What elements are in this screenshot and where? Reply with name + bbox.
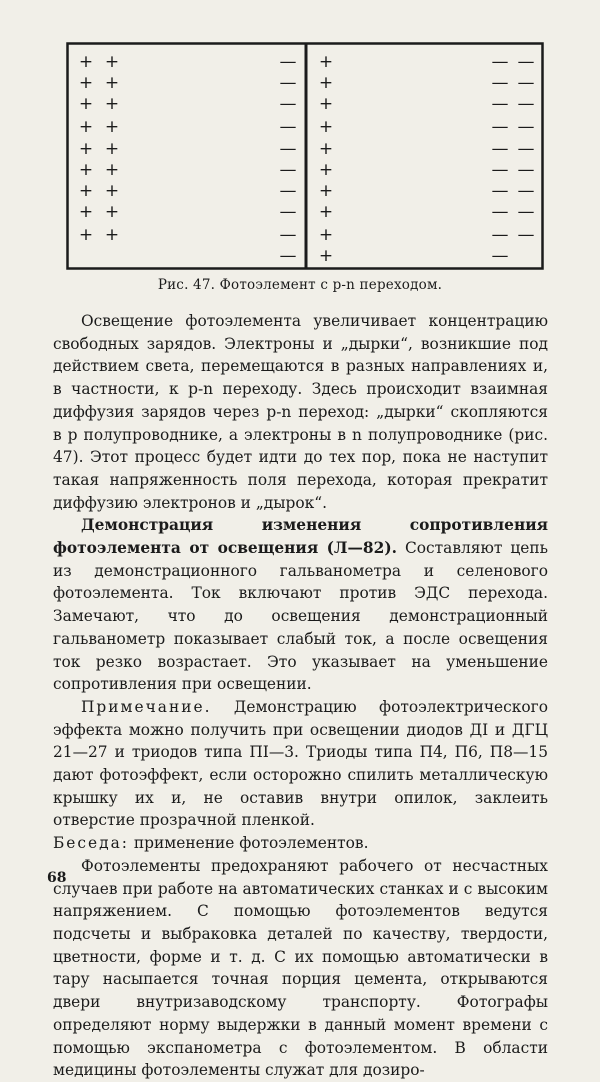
- electron-minus-symbol: —: [279, 52, 297, 72]
- electron-minus-symbol: —: [279, 139, 297, 159]
- figure-caption: Рис. 47. Фотоэлемент с p-n переходом.: [157, 277, 443, 293]
- body-text: [53, 310, 548, 1082]
- electron-minus-symbol: —: [279, 202, 297, 222]
- electron-minus-symbol: —: [517, 202, 535, 222]
- hole-plus-symbol: +: [78, 52, 94, 72]
- electron-minus-symbol: —: [517, 139, 535, 159]
- electron-minus-symbol: —: [491, 225, 509, 245]
- hole-plus-symbol: +: [78, 225, 94, 245]
- electron-minus-symbol: —: [517, 181, 535, 201]
- pn-junction-diagram: [66, 42, 544, 270]
- electron-minus-symbol: —: [279, 160, 297, 180]
- hole-plus-symbol: +: [318, 117, 334, 137]
- pn-junction-figure: [66, 42, 544, 270]
- hole-plus-symbol: +: [318, 246, 334, 266]
- paragraph-illumination: Освещение фотоэлемента увеличивает концентрацию свободных зарядов. Электроны и „дырки“, возникшие под действием света, перемещаются в разных направлениях и, в частности, к p-n переходу. Здесь происходит взаимная диффузия зарядов через p-n переход: „дырки“ скопляются в p полупроводнике, а электроны в n полупроводнике (рис. 47). Этот процесс будет идти до тех пор, пока не наступит такая напряженность поля перехода, которая прекратит диффузию электронов и „дырок“.: [53, 312, 548, 512]
- note-text: Демонстрацию фотоэлектрического эффекта можно получить при освещении диодов ДI и ДГЦ 21—27 и триодов типа ПI—3. Триоды типа П4, П6, П8—15 дают фотоэффект, если осторожно спилить металлическую крышку их и, не оставив внутри опилок, заклеить отверстие прозрачной пленкой.: [53, 697, 548, 830]
- electron-minus-symbol: —: [517, 117, 535, 137]
- hole-plus-symbol: +: [318, 181, 334, 201]
- electron-minus-symbol: —: [517, 73, 535, 93]
- hole-plus-symbol: +: [78, 181, 94, 201]
- paragraph-applications: Фотоэлементы предохраняют рабочего от несчастных случаев при работе на автоматических станках и с высоким напряжением. С помощью фотоэлементов ведутся подсчеты и выбраковка деталей по качеству, твердости, цветности, форме и т. д. С их помощью автоматически в тару насыпается точная порция цемента, открываются двери внутризаводскому транспорту. Фотографы определяют норму выдержки в данный момент времени с помощью экспанометра с фотоэлементом. В области медицины фотоэлементы служат для дозиро-: [53, 856, 548, 1080]
- hole-plus-symbol: +: [318, 225, 334, 245]
- paragraph-talk: [53, 832, 548, 855]
- hole-plus-symbol: +: [104, 225, 120, 245]
- electron-minus-symbol: —: [279, 225, 297, 245]
- hole-plus-symbol: +: [318, 73, 334, 93]
- paragraph-note: [53, 696, 548, 832]
- hole-plus-symbol: +: [318, 202, 334, 222]
- electron-minus-symbol: —: [491, 94, 509, 114]
- electron-minus-symbol: —: [491, 139, 509, 159]
- hole-plus-symbol: +: [104, 52, 120, 72]
- electron-minus-symbol: —: [279, 94, 297, 114]
- electron-minus-symbol: —: [517, 52, 535, 72]
- paragraph-demonstration: [53, 514, 548, 696]
- hole-plus-symbol: +: [78, 94, 94, 114]
- demonstration-heading: Демонстрация изменения сопротивления фотоэлемента от освещения (Л—82).: [53, 516, 548, 558]
- electron-minus-symbol: —: [517, 94, 535, 114]
- electron-minus-symbol: —: [279, 117, 297, 137]
- electron-minus-symbol: —: [491, 202, 509, 222]
- electron-minus-symbol: —: [491, 117, 509, 137]
- hole-plus-symbol: +: [78, 202, 94, 222]
- talk-text: применение фотоэлементов.: [128, 834, 369, 853]
- hole-plus-symbol: +: [104, 181, 120, 201]
- electron-minus-symbol: —: [491, 181, 509, 201]
- hole-plus-symbol: +: [104, 94, 120, 114]
- electron-minus-symbol: —: [491, 73, 509, 93]
- hole-plus-symbol: +: [78, 117, 94, 137]
- hole-plus-symbol: +: [318, 94, 334, 114]
- electron-minus-symbol: —: [279, 246, 297, 266]
- hole-plus-symbol: +: [104, 73, 120, 93]
- electron-minus-symbol: —: [491, 52, 509, 72]
- page-number: 68: [47, 870, 67, 886]
- hole-plus-symbol: +: [318, 160, 334, 180]
- electron-minus-symbol: —: [517, 225, 535, 245]
- hole-plus-symbol: +: [78, 139, 94, 159]
- electron-minus-symbol: —: [279, 73, 297, 93]
- demonstration-text: Составляют цепь из демонстрационного гальванометра и селенового фотоэлемента. Ток включают против ЭДС перехода. Замечают, что до освещения демонстрационный гальванометр показывает слабый ток, а после освещения ток резко возрастает. Это указывает на уменьшение сопротивления при освещении.: [53, 539, 548, 694]
- hole-plus-symbol: +: [104, 117, 120, 137]
- hole-plus-symbol: +: [318, 52, 334, 72]
- electron-minus-symbol: —: [517, 160, 535, 180]
- hole-plus-symbol: +: [104, 160, 120, 180]
- electron-minus-symbol: —: [491, 246, 509, 266]
- hole-plus-symbol: +: [78, 160, 94, 180]
- hole-plus-symbol: +: [104, 202, 120, 222]
- note-label: Примечание.: [81, 697, 212, 716]
- electron-minus-symbol: —: [279, 181, 297, 201]
- talk-label: Беседа:: [53, 834, 129, 853]
- electron-minus-symbol: —: [491, 160, 509, 180]
- hole-plus-symbol: +: [318, 139, 334, 159]
- hole-plus-symbol: +: [104, 139, 120, 159]
- hole-plus-symbol: +: [78, 73, 94, 93]
